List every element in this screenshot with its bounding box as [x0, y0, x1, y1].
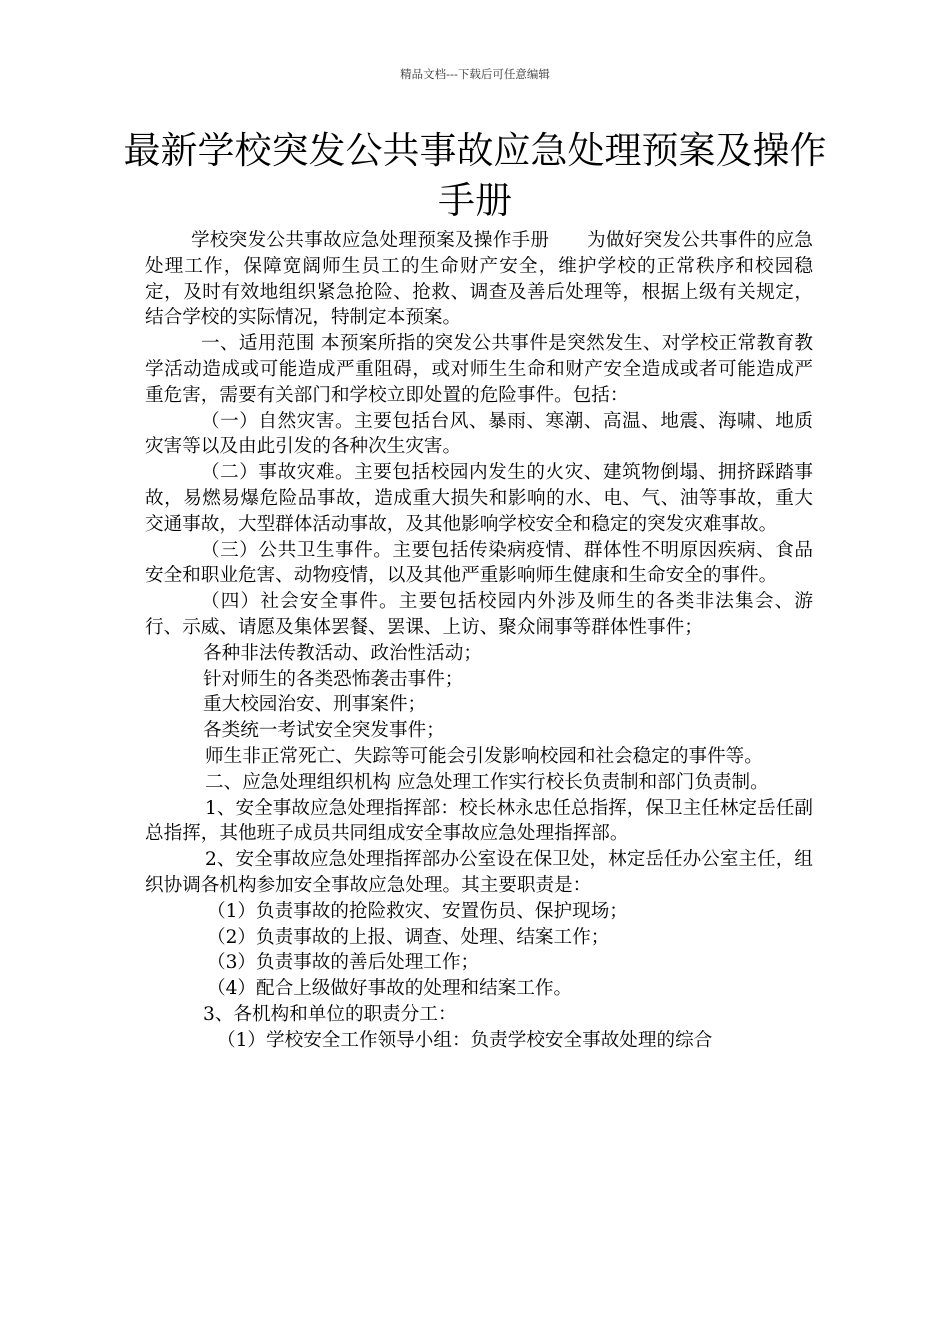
- paragraph-organization: 二、应急处理组织机构 应急处理工作实行校长负责制和部门负责制。: [205, 771, 769, 793]
- document-body: [145, 228, 813, 1054]
- paragraph-division: 3、各机构和单位的职责分工：: [203, 1003, 457, 1025]
- duty-item: （3）负责事故的善后处理工作；: [207, 952, 480, 974]
- duty-item: （4）配合上级做好事故的处理和结案工作。: [207, 978, 573, 1000]
- paragraph-intro: 学校突发公共事故应急处理预案及操作手册 为做好突发公共事件的应急处理工作，保障宽阔师生员工的生命财产安全，维护学校的正常秩序和校园稳定，及时有效地组织紧急抢险、抢救、调查及善后处理等，根据上级有关规定，结合学校的实际情况，特制定本预案。: [145, 230, 813, 329]
- paragraph-accident: （二）事故灾难。主要包括校园内发生的火灾、建筑物倒塌、拥挤踩踏事故，易燃易爆危险品事故，造成重大损失和影响的水、电、气、油等事故，重大交通事故，大型群体活动事故，及其他影响学校安全和稳定的突发灾难事故。: [145, 462, 813, 535]
- paragraph-scope: 一、适用范围 本预案所指的突发公共事件是突然发生、对学校正常教育教学活动造成或可能造成严重阻碍，或对师生生命和财产安全造成或者可能造成严重危害，需要有关部门和学校立即处置的危险事件。包括：: [145, 333, 813, 406]
- list-item: 各类统一考试安全突发事件；: [203, 720, 445, 742]
- list-item: 重大校园治安、刑事案件；: [203, 694, 427, 716]
- paragraph-command: 1、安全事故应急处理指挥部：校长林永忠任总指挥，保卫主任林定岳任副总指挥，其他班子成员共同组成安全事故应急处理指挥部。: [145, 797, 813, 845]
- paragraph-natural-disaster: （一）自然灾害。主要包括台风、暴雨、寒潮、高温、地震、海啸、地质灾害等以及由此引发的各种次生灾害。: [145, 410, 813, 458]
- duty-item: （1）学校安全工作领导小组：负责学校安全事故处理的综合: [217, 1029, 713, 1051]
- duty-item: （1）负责事故的抢险救灾、安置伤员、保护现场；: [207, 900, 628, 922]
- paragraph-social-security: （四）社会安全事件。主要包括校园内外涉及师生的各类非法集会、游行、示威、请愿及集体罢餐、罢课、上访、聚众闹事等群体性事件；: [145, 591, 813, 638]
- duty-item: （2）负责事故的上报、调查、处理、结案工作；: [207, 926, 610, 948]
- paragraph-public-health: （三）公共卫生事件。主要包括传染病疫情、群体性不明原因疾病、食品安全和职业危害、动物疫情，以及其他严重影响师生健康和生命安全的事件。: [145, 539, 813, 587]
- list-item: 针对师生的各类恐怖袭击事件；: [203, 668, 464, 690]
- list-item: 各种非法传教活动、政治性活动；: [203, 642, 482, 664]
- paragraph-office: 2、安全事故应急处理指挥部办公室设在保卫处，林定岳任办公室主任，组织协调各机构参加安全事故应急处理。其主要职责是：: [145, 849, 813, 896]
- list-item: 师生非正常死亡、失踪等可能会引发影响校园和社会稳定的事件等。: [205, 745, 763, 767]
- document-title: 最新学校突发公共事故应急处理预案及操作手册: [123, 129, 827, 222]
- page-header: 精品文档---下载后可任意编辑: [400, 67, 550, 81]
